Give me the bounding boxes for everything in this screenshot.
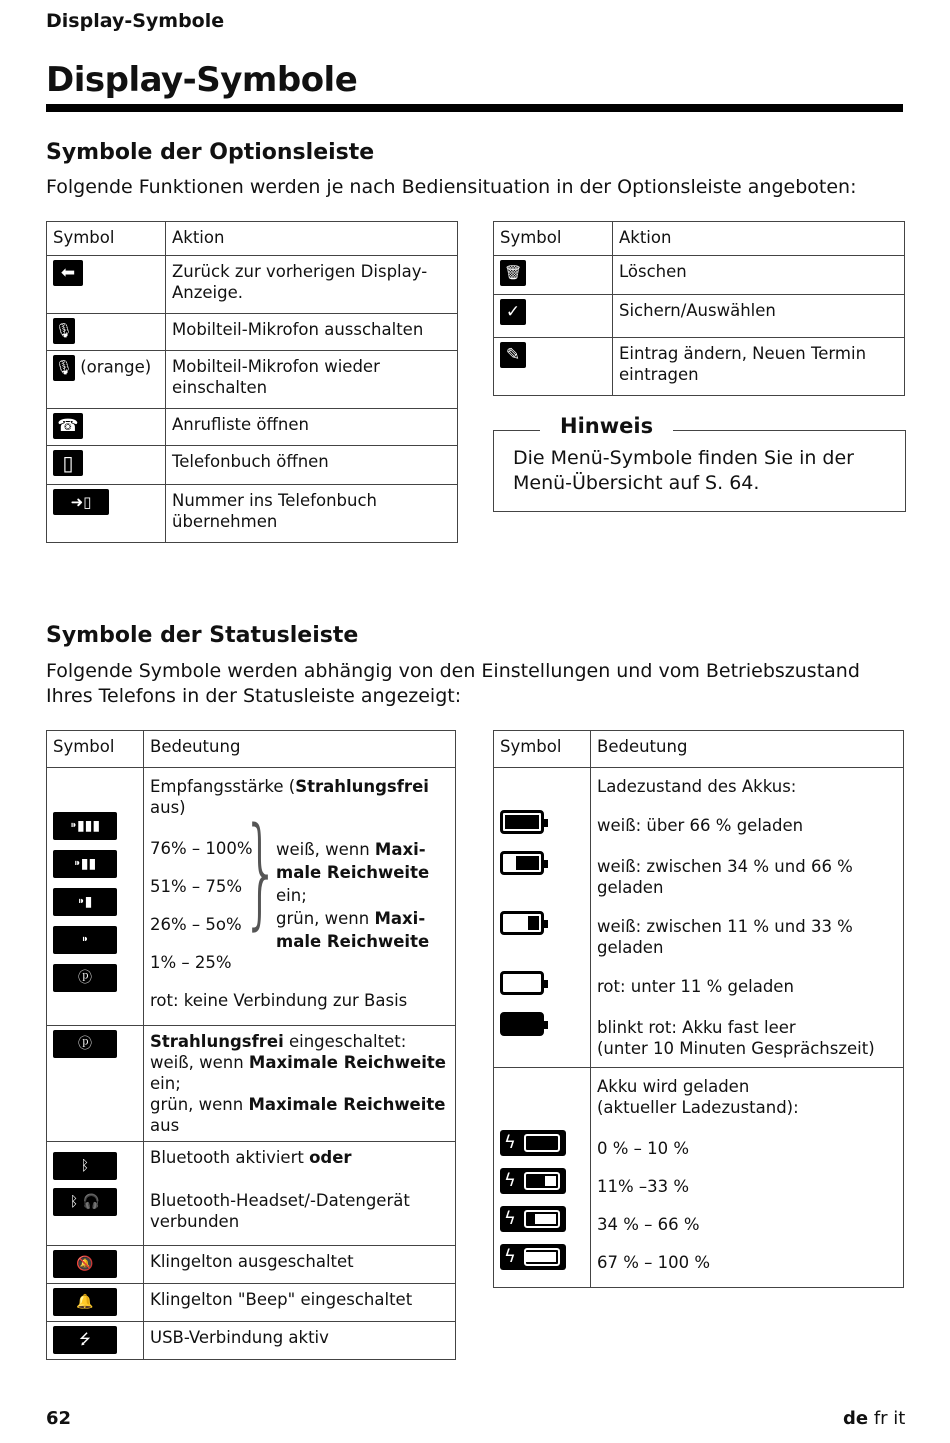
bluetooth-icon: ᛒ: [53, 1152, 117, 1180]
page-title: Display-Symbole: [46, 60, 358, 100]
call-list-icon: ☎: [53, 413, 83, 439]
checkmark-icon: ✓: [500, 299, 526, 325]
signal-2-icon: ⁍▮: [53, 888, 117, 916]
battery-text: blinkt rot: Akku fast leer: [597, 1018, 796, 1037]
signal-3-icon: ⁍▮▮: [53, 850, 117, 878]
options-heading: Symbole der Optionsleiste: [46, 140, 375, 165]
page-number: 62: [46, 1408, 72, 1429]
signal-level-text: 76% – 100%: [150, 839, 253, 858]
col-meaning-header: Bedeutung: [591, 731, 904, 768]
mic-off-orange-icon: 🎙: [53, 355, 75, 381]
action-text: Zurück zur vorherigen Display-Anzeige.: [166, 256, 458, 314]
ring-off-text: Klingelton ausgeschaltet: [144, 1246, 456, 1284]
action-text: Eintrag ändern, Neuen Termin eintragen: [613, 338, 905, 396]
bluetooth-headset-icon: ᛒ 🎧: [53, 1188, 117, 1216]
signal-level-text: 26% – 5o%: [150, 915, 242, 934]
status-table-left: [46, 730, 456, 1360]
col-symbol-header: Symbol: [494, 222, 613, 256]
action-text: Sichern/Auswählen: [613, 295, 905, 338]
action-text: Anrufliste öffnen: [166, 409, 458, 446]
language-indicator: de fr it: [843, 1408, 906, 1429]
battery-text: (unter 10 Minuten Gesprächszeit): [597, 1039, 875, 1058]
col-symbol-header: Symbol: [47, 731, 144, 768]
options-intro: Folgende Funktionen werden je nach Bediensituation in der Optionsleiste angeboten:: [46, 176, 857, 198]
status-table-right: [493, 730, 904, 1288]
options-table-left: [46, 221, 458, 543]
no-base-text: rot: keine Verbindung zur Basis: [150, 991, 408, 1010]
signal-4-icon: ⁍▮▮▮: [53, 812, 117, 840]
options-table-right: [493, 221, 905, 396]
antenna-icon: ⓟ: [53, 964, 117, 992]
battery-text: weiß: zwischen 11 % und 33 % geladen: [597, 917, 853, 957]
battery-text: weiß: zwischen 34 % und 66 % geladen: [597, 857, 853, 897]
hinweis-title: Hinweis: [540, 414, 673, 438]
charging-1-icon: ϟ: [500, 1168, 566, 1194]
action-text: Nummer ins Telefonbuch übernehmen: [166, 485, 458, 543]
bluetooth-text: Bluetooth aktiviert oder: [150, 1148, 352, 1167]
charging-text: 34 % – 66 %: [597, 1215, 700, 1234]
charging-text: 67 % – 100 %: [597, 1253, 711, 1272]
action-text: Löschen: [613, 256, 905, 295]
beep-text: Klingelton "Beep" eingeschaltet: [144, 1284, 456, 1322]
beep-icon: 🔔: [53, 1288, 117, 1316]
trash-icon: 🗑: [500, 260, 526, 286]
col-action-header: Aktion: [613, 222, 905, 256]
hinweis-text: Die Menü-Symbole finden Sie in der Menü-Übersicht auf S. 64.: [513, 447, 854, 494]
battery-two-thirds-icon: [500, 851, 544, 875]
usb-icon: ⭍: [53, 1326, 117, 1354]
edit-pencil-icon: ✎: [500, 342, 526, 368]
phonebook-icon: ▯: [53, 450, 83, 476]
brace: }: [242, 803, 281, 942]
charging-label: Akku wird geladen: [597, 1077, 750, 1096]
col-symbol-header: Symbol: [47, 222, 166, 256]
ringer-off-icon: 🔕: [53, 1250, 117, 1278]
battery-empty-icon: [500, 971, 544, 995]
battery-blink-icon: [500, 1012, 544, 1036]
battery-text: weiß: über 66 % geladen: [597, 816, 804, 835]
col-action-header: Aktion: [166, 222, 458, 256]
orange-note: (orange): [80, 357, 152, 377]
battery-label: Ladezustand des Akkus:: [597, 777, 797, 796]
status-heading: Symbole der Statusleiste: [46, 623, 359, 648]
signal-1-icon: ⁍: [53, 926, 117, 954]
battery-text: rot: unter 11 % geladen: [597, 977, 794, 996]
bluetooth-headset-text: Bluetooth-Headset/-Datengerät verbunden: [150, 1191, 410, 1231]
col-meaning-header: Bedeutung: [144, 731, 456, 768]
action-text: Mobilteil-Mikrofon wieder einschalten: [166, 351, 458, 409]
charging-text: 11% –33 %: [597, 1177, 690, 1196]
signal-label: Empfangsstärke (Strahlungsfrei aus): [150, 777, 429, 817]
usb-text: USB-Verbindung aktiv: [144, 1322, 456, 1360]
signal-level-text: 51% – 75%: [150, 877, 243, 896]
status-intro: Folgende Symbole werden abhängig von den Einstellungen und vom Betriebszustand Ihres Telefons in der Statusleiste angezeigt:: [46, 660, 860, 707]
battery-full-icon: [500, 810, 544, 834]
title-rule: [46, 104, 903, 112]
charging-3-icon: ϟ: [500, 1244, 566, 1270]
signal-level-text: 1% – 25%: [150, 953, 232, 972]
charging-0-icon: ϟ: [500, 1130, 566, 1156]
copy-to-phonebook-icon: ➜▯: [53, 489, 109, 515]
charging-text: 0 % – 10 %: [597, 1139, 690, 1158]
running-header: Display-Symbole: [46, 10, 225, 32]
charging-2-icon: ϟ: [500, 1206, 566, 1232]
brace-note: weiß, wenn Maxi- male Reichweite ein; grün, wenn Maxi- male Reichweite: [276, 840, 430, 951]
back-arrow-icon: ⬅: [53, 260, 83, 286]
eco-text: Strahlungsfrei eingeschaltet: weiß, wenn Maximale Reichweite ein; grün, wenn Maximale Reichweite aus: [144, 1026, 456, 1142]
eco-antenna-icon: ⓟ: [53, 1030, 117, 1058]
action-text: Telefonbuch öffnen: [166, 446, 458, 485]
mic-off-icon: 🎙: [53, 318, 75, 344]
col-symbol-header: Symbol: [494, 731, 591, 768]
battery-one-third-icon: [500, 911, 544, 935]
charging-label: (aktueller Ladezustand):: [597, 1098, 799, 1117]
action-text: Mobilteil-Mikrofon ausschalten: [166, 314, 458, 351]
